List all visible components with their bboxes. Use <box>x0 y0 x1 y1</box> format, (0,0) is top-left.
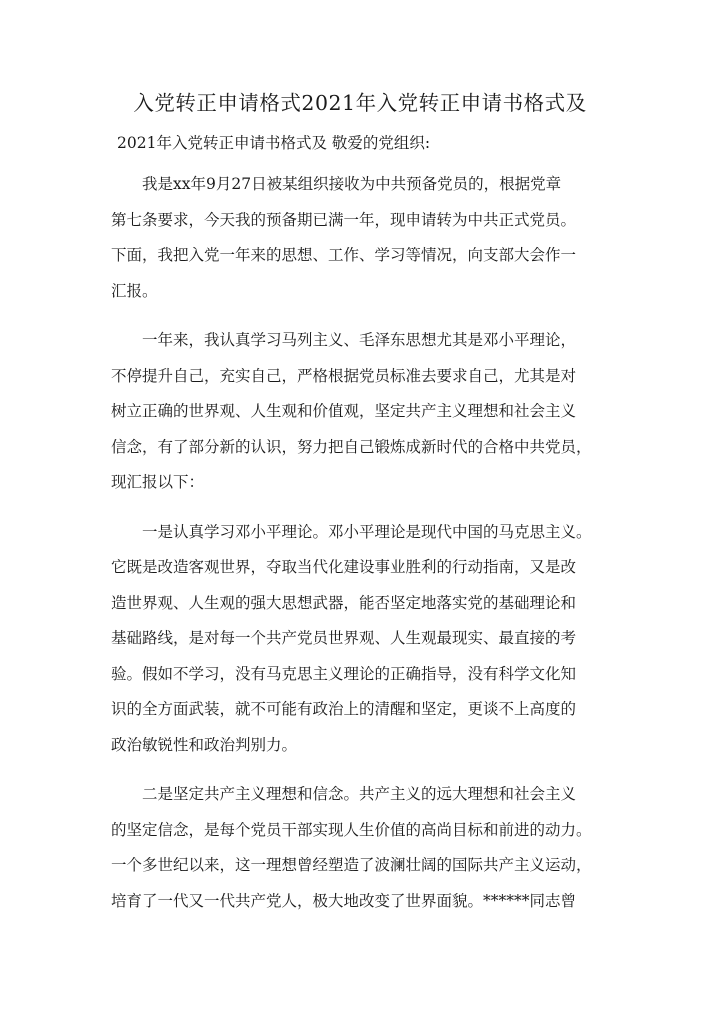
paragraph-2 <box>111 323 621 501</box>
text-line: 的坚定信念，是每个党员干部实现人生价值的高尚目标和前进的动力。 <box>111 820 592 839</box>
text-line: 信念，有了部分新的认识，努力把自己锻炼成新时代的合格中共党员， <box>111 437 592 456</box>
text-line: 基础路线，是对每一个共产党员世界观、人生观最现实、最直接的考 <box>111 629 577 647</box>
text-line: 第七条要求，今天我的预备期已满一年，现申请转为中共正式党员。 <box>111 210 577 229</box>
text-line: 它既是改造客观世界，夺取当代化建设事业胜利的行动指南，又是改 <box>111 558 577 576</box>
document-subtitle: 2021年入党转正申请书格式及 敬爱的党组织: <box>117 134 431 152</box>
text-line: 培育了一代又一代共产党人，极大地改变了世界面貌。******同志曾 <box>111 891 577 910</box>
text-line: 树立正确的世界观、人生观和价值观，坚定共产主义理想和社会主义 <box>111 402 577 420</box>
text-line: 一是认真学习邓小平理论。邓小平理论是现代中国的马克思主义。 <box>111 522 592 541</box>
paragraph-3 <box>111 515 621 764</box>
text-line: 二是坚定共产主义理想和信念。共产主义的远大理想和社会主义 <box>111 785 577 803</box>
text-line: 识的全方面武装，就不可能有政治上的清醒和坚定，更谈不上高度的 <box>111 700 577 718</box>
text-line: 汇报。 <box>111 281 158 300</box>
document-title: 入党转正申请格式2021年入党转正申请书格式及 <box>133 91 587 115</box>
text-line: 我是xx年9月27日被某组织接收为中共预备党员的，根据党章 <box>111 175 562 193</box>
text-line: 不停提升自己，充实自己，严格根据党员标准去要求自己，尤其是对 <box>111 366 577 385</box>
document-body <box>111 167 621 933</box>
text-line: 现汇报以下： <box>111 473 205 491</box>
paragraph-1 <box>111 167 621 309</box>
paragraph-4 <box>111 777 621 919</box>
text-line: 验。假如不学习，没有马克思主义理论的正确指导，没有科学文化知 <box>111 664 577 683</box>
text-line: 造世界观、人生观的强大思想武器，能否坚定地落实党的基础理论和 <box>111 593 577 612</box>
text-line: 下面，我把入党一年来的思想、工作、学习等情况，向支部大会作一 <box>111 246 577 264</box>
text-line: 政治敏锐性和政治判别力。 <box>111 735 298 754</box>
text-line: 一年来，我认真学习马列主义、毛泽东思想尤其是邓小平理论， <box>111 331 577 349</box>
text-line: 一个多世纪以来，这一理想曾经塑造了波澜壮阔的国际共产主义运动， <box>111 856 592 874</box>
